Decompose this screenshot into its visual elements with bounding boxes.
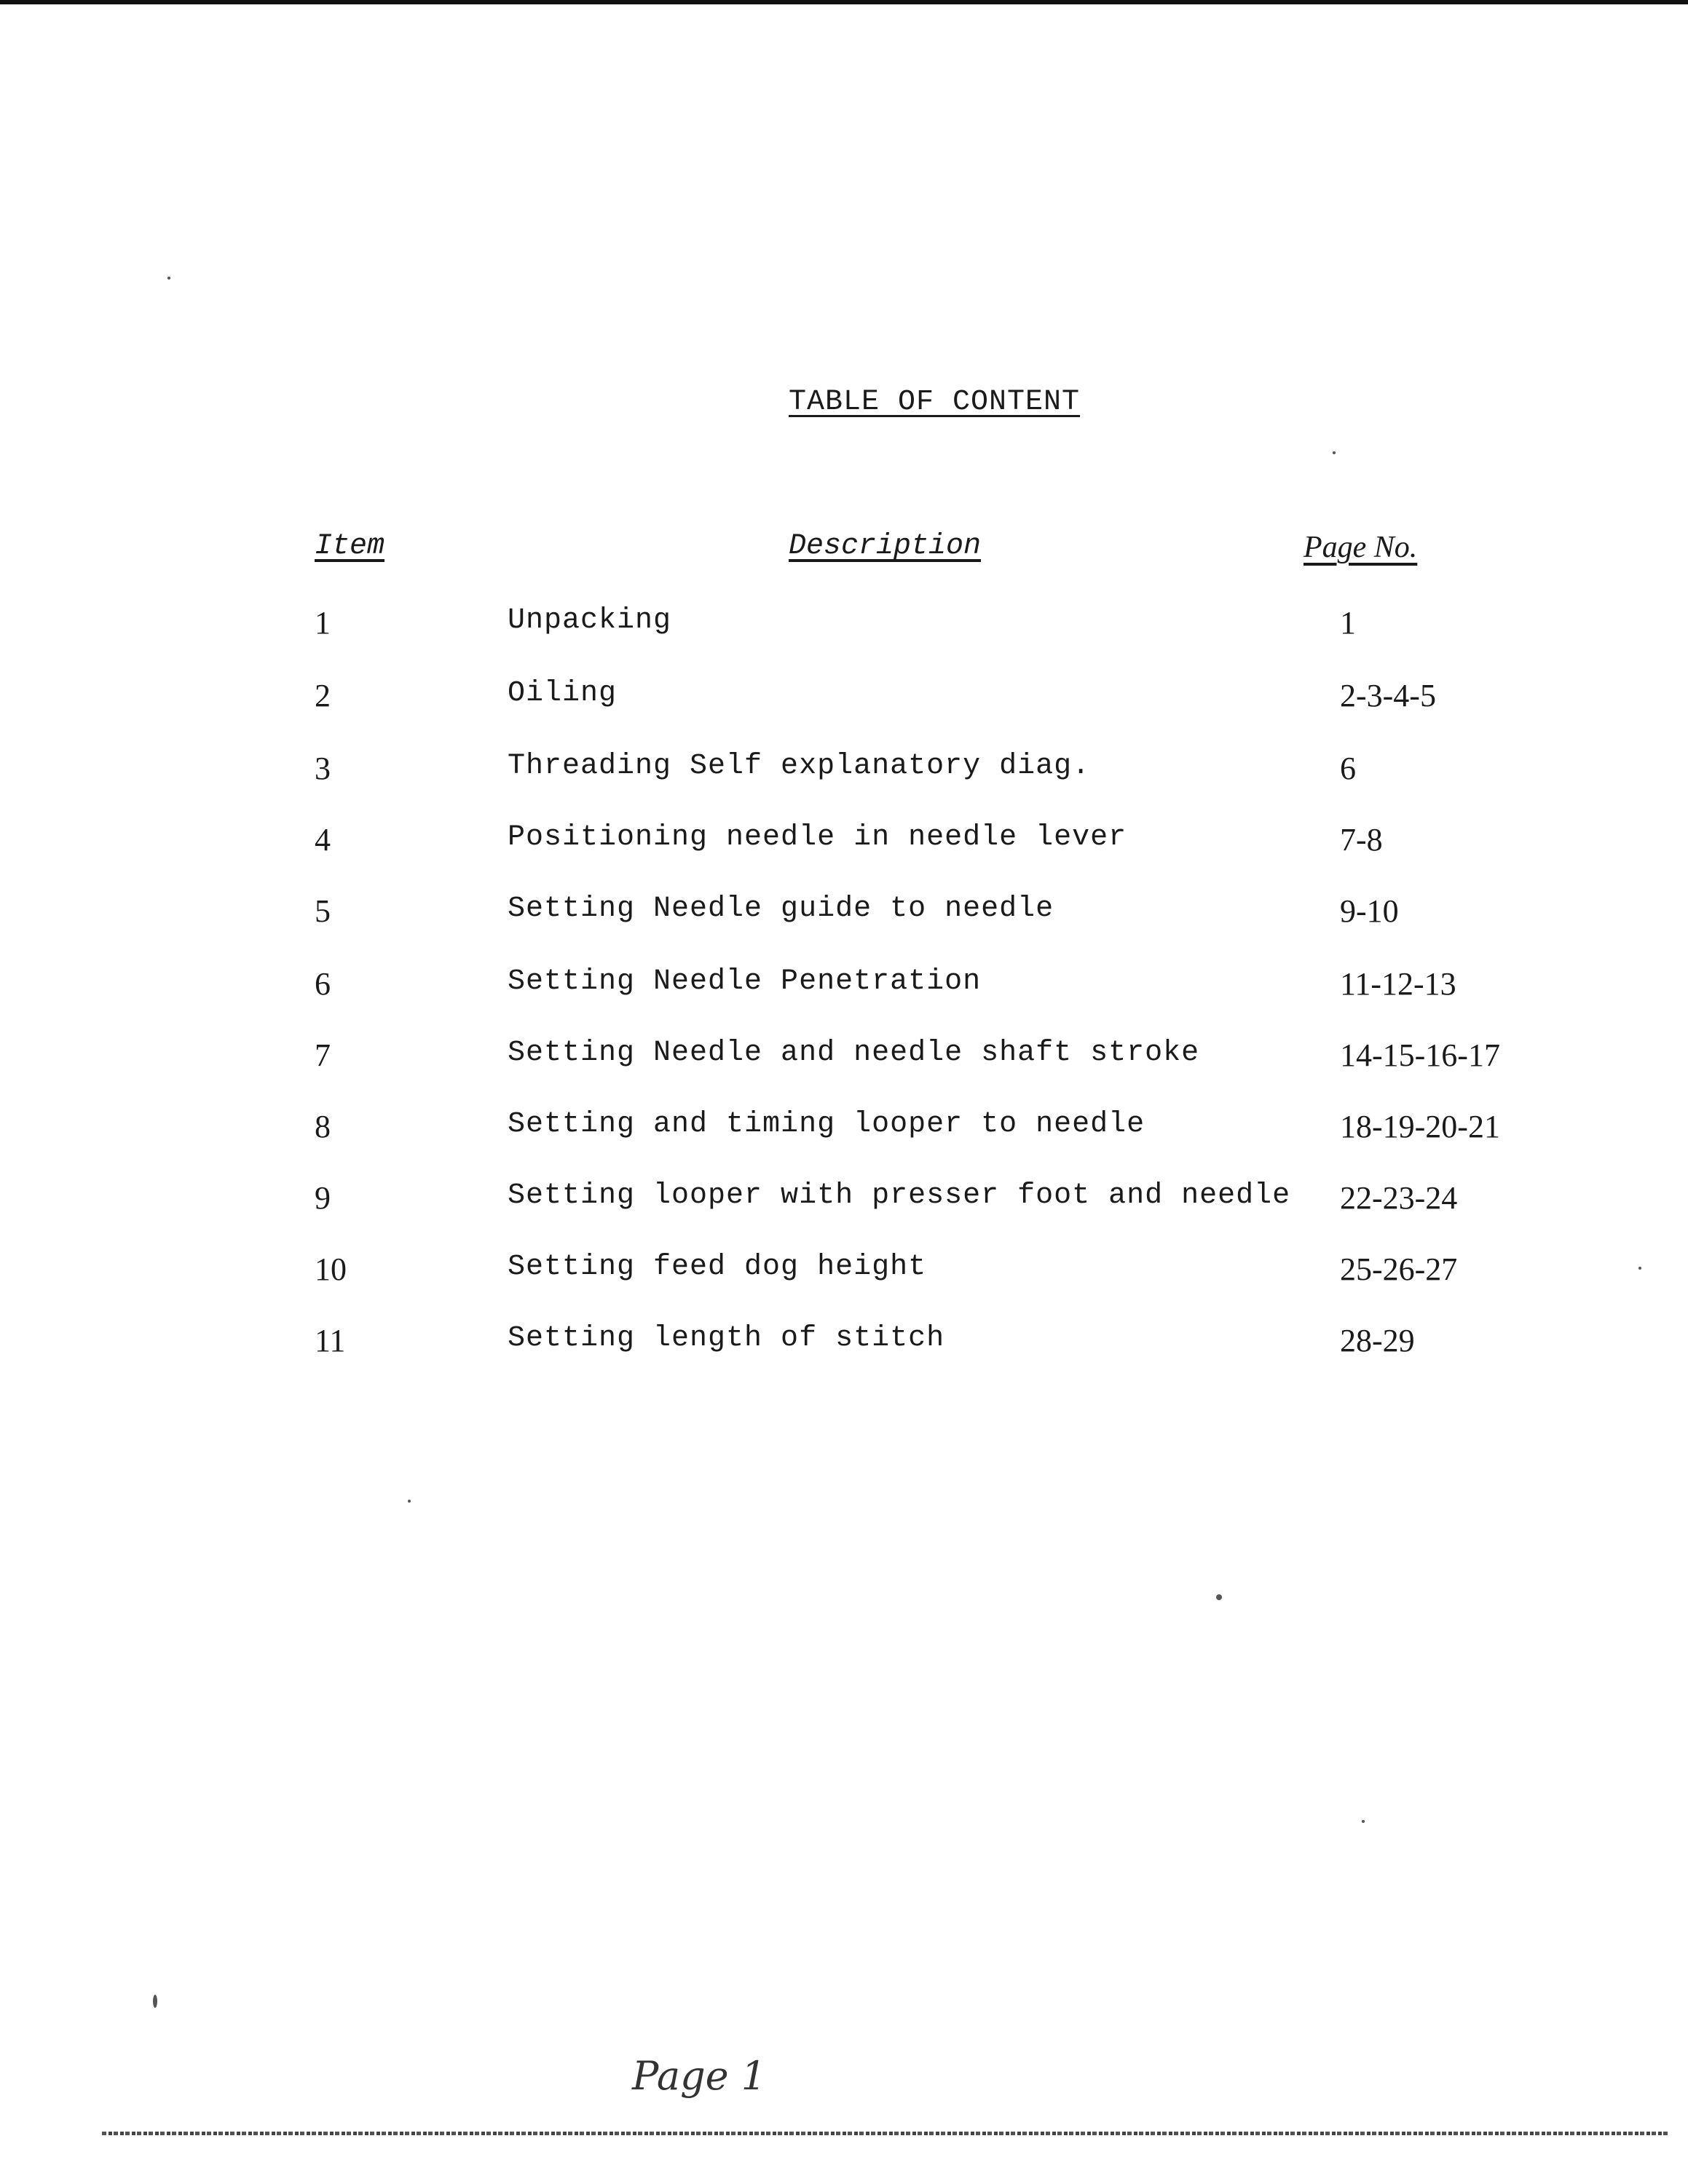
- document-title: TABLE OF CONTENT: [789, 386, 1081, 419]
- item-page: 25-26-27: [1340, 1251, 1458, 1287]
- item-page: 14-15-16-17: [1340, 1037, 1500, 1073]
- toc-row: [0, 1037, 1688, 1080]
- bottom-edge-rule: [102, 2132, 1668, 2135]
- item-description: Setting length of stitch: [508, 1322, 945, 1355]
- toc-row: [0, 893, 1688, 936]
- item-number: 3: [315, 751, 331, 786]
- item-page: 28-29: [1340, 1323, 1415, 1358]
- handwritten-page-label: Page 1: [632, 2053, 767, 2099]
- item-number: 7: [315, 1037, 331, 1073]
- toc-row: [0, 604, 1688, 648]
- item-page: 11-12-13: [1340, 966, 1456, 1002]
- toc-row: [0, 677, 1688, 721]
- header-item: Item: [315, 530, 385, 563]
- toc-row: [0, 1322, 1688, 1366]
- item-page: 9-10: [1340, 893, 1399, 929]
- item-description: Setting Needle guide to needle: [508, 893, 1054, 925]
- item-page: 7-8: [1340, 822, 1383, 858]
- item-page: 6: [1340, 751, 1356, 786]
- item-description: Oiling: [508, 677, 618, 710]
- item-description: Setting Needle Penetration: [508, 965, 982, 998]
- item-description: Setting Needle and needle shaft stroke: [508, 1037, 1200, 1069]
- item-description: Threading Self explanatory diag.: [508, 750, 1091, 783]
- top-edge-rule: [0, 0, 1688, 4]
- item-description: Positioning needle in needle lever: [508, 821, 1127, 854]
- scan-speck: [167, 277, 170, 280]
- toc-row: [0, 1179, 1688, 1223]
- item-number: 4: [315, 822, 331, 858]
- toc-row: [0, 1108, 1688, 1152]
- header-description: Description: [789, 530, 982, 563]
- item-number: 9: [315, 1180, 331, 1216]
- scan-speck: [153, 1995, 157, 2008]
- scan-speck: [1638, 1267, 1641, 1270]
- item-page: 18-19-20-21: [1340, 1109, 1500, 1144]
- item-page: 2-3-4-5: [1340, 678, 1436, 713]
- toc-row: [0, 821, 1688, 865]
- scan-speck: [1216, 1594, 1222, 1600]
- toc-row: [0, 750, 1688, 794]
- item-page: 22-23-24: [1340, 1180, 1458, 1216]
- item-number: 11: [315, 1323, 346, 1358]
- toc-row: [0, 1251, 1688, 1294]
- item-number: 1: [315, 605, 331, 641]
- item-number: 10: [315, 1251, 347, 1287]
- scan-speck: [1333, 451, 1336, 454]
- scan-speck: [1362, 1820, 1365, 1823]
- toc-row: [0, 965, 1688, 1009]
- scan-speck: [408, 1500, 411, 1503]
- item-number: 2: [315, 678, 331, 713]
- item-number: 6: [315, 966, 331, 1002]
- item-number: 8: [315, 1109, 331, 1144]
- item-number: 5: [315, 893, 331, 929]
- item-description: Setting and timing looper to needle: [508, 1108, 1145, 1141]
- item-description: Setting feed dog height: [508, 1251, 927, 1283]
- item-page: 1: [1340, 605, 1356, 641]
- item-description: Unpacking: [508, 604, 672, 637]
- item-description: Setting looper with presser foot and needle: [508, 1179, 1291, 1212]
- header-page-no: Page No.: [1304, 531, 1418, 564]
